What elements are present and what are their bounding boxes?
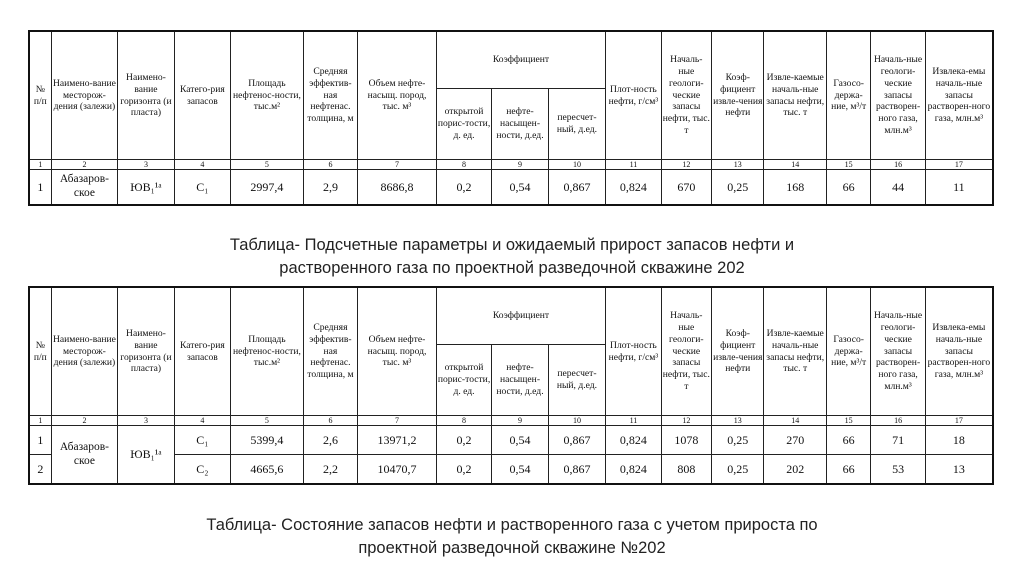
- cell-thickness: 2,6: [303, 426, 357, 455]
- reserves-state-table: [28, 286, 994, 485]
- cell-area: 4665,6: [231, 455, 304, 485]
- cell-geo-gas: 71: [871, 426, 925, 455]
- cell-rec-oil: 168: [764, 170, 827, 206]
- header-porosity: открытой порис-тости, д. ед.: [436, 345, 491, 416]
- cell-recovery: 0,25: [712, 170, 764, 206]
- column-number: 3: [118, 160, 174, 170]
- cell-row-number: 1: [29, 170, 51, 206]
- header-rec-oil: Извле-каемые началь-ные запасы нефти, тыс. т: [764, 31, 827, 160]
- cell-recalc: 0,867: [548, 426, 605, 455]
- header-area: Площадь нефтенос-ности, тыс.м²: [231, 287, 304, 416]
- header-category: Катего-рия запасов: [174, 287, 230, 416]
- cell-rec-oil: 270: [764, 426, 827, 455]
- column-number-row: [29, 416, 993, 426]
- column-number: 1: [29, 160, 51, 170]
- header-geo-gas: Началь-ные геологи-ческие запасы растворен-ного газа, млн.м³: [871, 31, 925, 160]
- column-number: 8: [436, 160, 491, 170]
- header-category: Катего-рия запасов: [174, 31, 230, 160]
- column-number: 12: [661, 416, 711, 426]
- cell-row-number: 1: [29, 426, 51, 455]
- header-geo-oil: Началь-ные геологи-ческие запасы нефти, тыс. т: [661, 287, 711, 416]
- column-number: 14: [764, 416, 827, 426]
- column-number: 4: [174, 416, 230, 426]
- cell-field: Абазаров-ское: [51, 170, 118, 206]
- header-rec-gas: Извлека-емы началь-ные запасы растворен-ного газа, млн.м³: [925, 287, 993, 416]
- table-1-caption: [0, 234, 1024, 280]
- table-row: [29, 455, 993, 485]
- cell-density: 0,824: [606, 426, 661, 455]
- column-number: 6: [303, 160, 357, 170]
- column-number: 7: [358, 160, 437, 170]
- column-number: 2: [51, 160, 118, 170]
- cell-density: 0,824: [606, 455, 661, 485]
- header-porosity: открытой порис-тости, д. ед.: [436, 89, 491, 160]
- column-number: 15: [826, 416, 870, 426]
- cell-geo-oil: 808: [661, 455, 711, 485]
- header-saturation: нефте-насыщен-ности, д.ед.: [492, 89, 548, 160]
- cell-horizon: ЮВ₁¹ᵃ: [118, 170, 174, 206]
- cell-category: С₁: [174, 170, 230, 206]
- table-2: [28, 286, 994, 485]
- cell-saturation: 0,54: [492, 455, 548, 485]
- header-density: Плот-ность нефти, г/см³: [606, 31, 661, 160]
- cell-horizon: ЮВ₁¹ᵃ: [118, 426, 174, 485]
- column-number: 11: [606, 416, 661, 426]
- column-number: 5: [231, 160, 304, 170]
- header-coefficient: Коэффициент: [436, 31, 605, 89]
- table-2-caption: [0, 514, 1024, 560]
- header-recalc: пересчет-ный, д.ед.: [548, 345, 605, 416]
- cell-gas-content: 66: [826, 426, 870, 455]
- header-geo-oil: Началь-ные геологи-ческие запасы нефти, тыс. т: [661, 31, 711, 160]
- cell-thickness: 2,9: [303, 170, 357, 206]
- column-number: 10: [548, 160, 605, 170]
- header-gas-content: Газосо-держа-ние, м³/т: [826, 31, 870, 160]
- cell-recalc: 0,867: [548, 170, 605, 206]
- header-row-number: № п/п: [29, 287, 51, 416]
- cell-geo-gas: 53: [871, 455, 925, 485]
- column-number: 9: [492, 416, 548, 426]
- cell-geo-gas: 44: [871, 170, 925, 206]
- cell-porosity: 0,2: [436, 426, 491, 455]
- cell-rec-gas: 13: [925, 455, 993, 485]
- column-number: 4: [174, 160, 230, 170]
- header-saturation: нефте-насыщен-ности, д.ед.: [492, 345, 548, 416]
- cell-geo-oil: 670: [661, 170, 711, 206]
- column-number-row: [29, 160, 993, 170]
- header-coefficient: Коэффициент: [436, 287, 605, 345]
- header-row-number: № п/п: [29, 31, 51, 160]
- cell-area: 2997,4: [231, 170, 304, 206]
- cell-volume: 10470,7: [358, 455, 437, 485]
- table-row: [29, 170, 993, 206]
- column-number: 9: [492, 160, 548, 170]
- column-number: 5: [231, 416, 304, 426]
- cell-saturation: 0,54: [492, 426, 548, 455]
- column-number: 13: [712, 416, 764, 426]
- column-number: 14: [764, 160, 827, 170]
- column-number: 16: [871, 416, 925, 426]
- cell-gas-content: 66: [826, 170, 870, 206]
- column-number: 3: [118, 416, 174, 426]
- cell-thickness: 2,2: [303, 455, 357, 485]
- column-number: 11: [606, 160, 661, 170]
- header-gas-content: Газосо-держа-ние, м³/т: [826, 287, 870, 416]
- header-field: Наимено-вание месторож-дения (залежи): [51, 31, 118, 160]
- column-number: 17: [925, 160, 993, 170]
- cell-rec-gas: 11: [925, 170, 993, 206]
- table-row: [29, 426, 993, 455]
- header-recovery: Коэф-фициент извле-чения нефти: [712, 287, 764, 416]
- cell-recovery: 0,25: [712, 426, 764, 455]
- caption-line: растворенного газа по проектной разведочной скважине 202: [279, 259, 745, 277]
- header-field: Наимено-вание месторож-дения (залежи): [51, 287, 118, 416]
- cell-category: С₁: [174, 426, 230, 455]
- header-volume: Объем нефте-насыщ. пород, тыс. м³: [358, 287, 437, 416]
- header-horizon: Наимено-вание горизонта (и пласта): [118, 287, 174, 416]
- caption-line: Таблица- Подсчетные параметры и ожидаемый прирост запасов нефти и: [229, 236, 795, 254]
- header-geo-gas: Началь-ные геологи-ческие запасы растворен-ного газа, млн.м³: [871, 287, 925, 416]
- caption-line: проектной разведочной скважине №202: [358, 539, 666, 557]
- column-number: 16: [871, 160, 925, 170]
- column-number: 8: [436, 416, 491, 426]
- cell-saturation: 0,54: [492, 170, 548, 206]
- cell-area: 5399,4: [231, 426, 304, 455]
- cell-rec-gas: 18: [925, 426, 993, 455]
- column-number: 2: [51, 416, 118, 426]
- header-area: Площадь нефтенос-ности, тыс.м²: [231, 31, 304, 160]
- header-rec-gas: Извлека-емы началь-ные запасы растворен-ного газа, млн.м³: [925, 31, 993, 160]
- header-thickness: Средняя эффектив-ная нефтенас. толщина, м: [303, 287, 357, 416]
- cell-row-number: 2: [29, 455, 51, 485]
- header-thickness: Средняя эффектив-ная нефтенас. толщина, м: [303, 31, 357, 160]
- cell-porosity: 0,2: [436, 455, 491, 485]
- column-number: 1: [29, 416, 51, 426]
- cell-porosity: 0,2: [436, 170, 491, 206]
- header-rec-oil: Извле-каемые началь-ные запасы нефти, тыс. т: [764, 287, 827, 416]
- cell-volume: 8686,8: [358, 170, 437, 206]
- cell-field: Абазаров-ское: [51, 426, 118, 485]
- column-number: 6: [303, 416, 357, 426]
- cell-volume: 13971,2: [358, 426, 437, 455]
- header-horizon: Наимено-вание горизонта (и пласта): [118, 31, 174, 160]
- cell-recalc: 0,867: [548, 455, 605, 485]
- column-number: 17: [925, 416, 993, 426]
- cell-density: 0,824: [606, 170, 661, 206]
- header-volume: Объем нефте-насыщ. пород, тыс. м³: [358, 31, 437, 160]
- cell-category: С₂: [174, 455, 230, 485]
- cell-rec-oil: 202: [764, 455, 827, 485]
- reserves-parameters-table: [28, 30, 994, 206]
- cell-geo-oil: 1078: [661, 426, 711, 455]
- cell-recovery: 0,25: [712, 455, 764, 485]
- header-density: Плот-ность нефти, г/см³: [606, 287, 661, 416]
- table-1: [28, 30, 994, 206]
- column-number: 10: [548, 416, 605, 426]
- column-number: 7: [358, 416, 437, 426]
- column-number: 13: [712, 160, 764, 170]
- column-number: 12: [661, 160, 711, 170]
- header-recalc: пересчет-ный, д.ед.: [548, 89, 605, 160]
- cell-gas-content: 66: [826, 455, 870, 485]
- caption-line: Таблица- Состояние запасов нефти и растворенного газа с учетом прироста по: [206, 516, 818, 534]
- column-number: 15: [826, 160, 870, 170]
- header-recovery: Коэф-фициент извле-чения нефти: [712, 31, 764, 160]
